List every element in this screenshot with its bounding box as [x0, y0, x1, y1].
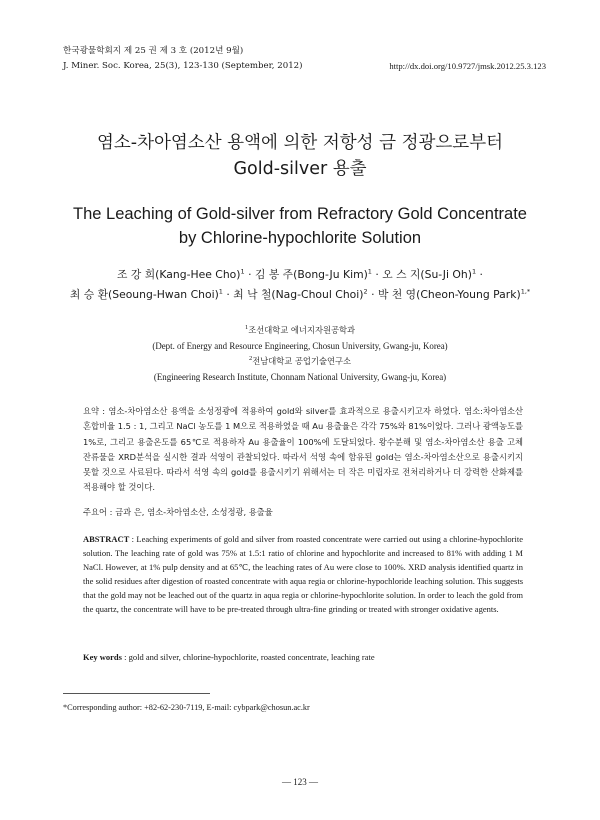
english-keywords [83, 650, 523, 664]
author-name: 최 승 환(Seoung-Hwan Choi) [69, 288, 219, 301]
english-title-line-2: by Chlorine-hypochlorite Solution [178, 229, 422, 247]
author-affiliation-mark: 1 [218, 287, 223, 296]
doi-link[interactable]: http://dx.doi.org/10.9727/jmsk.2012.25.3.123 [389, 61, 546, 71]
author-affiliation-mark: 1 [367, 267, 372, 276]
keywords-text: : gold and silver, chlorine-hypochlorite, roasted concentrate, leaching rate [121, 652, 375, 662]
page-number: ― 123 ― [282, 777, 318, 787]
author-separator: · [244, 268, 255, 281]
abstract-text: : Leaching experiments of gold and silver from roasted concentrate were carried out using a chlorine-hypochlorite solution. The leaching rate of gold was 75% at 1.5:1 ratio of chlorine and hypochlorite and increased to 81% with adding 1 M NaCl. However, at 1% pulp density and at 65℃, the leaching rates of Au were close to 100%. XRD analysis identified quartz in the solid residues after digestion of roasted concentrate with aqua regia or chlorine-hypochloride leaching solution. This suggests that the gold may not be leached out of the quartz in aqua regia or chlorine-hypochlorite solution. In order to leach the gold from the quartz, the concentrate will have to be pre-treated through ultra-fine grinding or treated with stronger oxidative agents. [83, 534, 523, 615]
author-name: 최 낙 철(Nag-Choul Choi) [233, 288, 364, 301]
affiliation-2-english: (Engineering Research Institute, Chonnam National University, Gwang-ju, Korea) [153, 371, 447, 382]
corresponding-author-footnote: *Corresponding author: +82-62-230-7119, E-mail: cybpark@chosun.ac.kr [63, 703, 310, 712]
journal-citation-korean: 한국광물학회지 제 25 권 제 3 호 (2012년 9월) [63, 46, 244, 56]
footnote-divider [63, 693, 210, 694]
author-affiliation-mark: 1 [240, 267, 245, 276]
english-title [0, 202, 600, 250]
english-abstract [83, 532, 523, 617]
author-line-1 [0, 265, 600, 285]
korean-title [0, 130, 600, 182]
author-affiliation-mark: 2 [363, 287, 368, 296]
author-affiliation-mark: 1,* [520, 287, 531, 296]
english-title-line-1: The Leaching of Gold-silver from Refractory Gold Concentrate [73, 205, 527, 223]
author-name: 김 봉 주(Bong-Ju Kim) [254, 268, 368, 281]
korean-keywords: 주요어 : 금과 은, 염소-차아염소산, 소성정광, 용출율 [83, 507, 273, 517]
abstract-label: ABSTRACT [83, 534, 130, 544]
korean-abstract: 요약 : 염소-차아염소산 용액을 소성정광에 적용하여 gold와 silver를 효과적으로 용출시키고자 하였다. 염소:차아염소산 혼합비율 1.5 : 1, 그리고 NaCl 농도를 1 M으로 적용하였을 때 Au 용출율은 각각 75%와 81%이었다. 그러나 광액농도를 1%로, 그리고 용출온도를 65℃로 적용하자 Au 용출율이 100%에 도달되었다. 왕수분해 및 염소-차아염소산 용출 고체 잔류물을 XRD분석을 실시한 결과 석영이 관찰되었다. 따라서 석영 속에 함유된 gold는 염소-차아염소산으로 용출시키지 못할 것으로 사료된다. 따라서 석영 속의 gold를 용출시키기 위해서는 더 작은 미립자로 전처리하거나 더 강력한 산화제를 적용해야 할 것이다. [83, 406, 523, 493]
korean-title-line-2: Gold-silver 용출 [233, 159, 367, 179]
author-separator: · [371, 268, 383, 281]
journal-header [63, 44, 302, 74]
author-name: 박 천 영(Cheon-Young Park) [377, 288, 521, 301]
keywords-label: Key words [83, 652, 122, 662]
author-list [0, 265, 600, 305]
affiliation-2-korean: $^2$전남대학교 공업기술연구소 [248, 355, 352, 366]
author-line-2 [0, 285, 600, 305]
author-separator: · [476, 268, 483, 281]
affiliation-mark: 2 [248, 355, 253, 363]
author-affiliation-mark: 1 [471, 267, 477, 276]
affiliation-1-korean: $^1$조선대학교 에너지자원공학과 [244, 324, 356, 335]
author-separator: · [222, 288, 234, 301]
journal-citation-english: J. Miner. Soc. Korea, 25(3), 123-130 (September, 2012) [63, 61, 303, 71]
affiliations [0, 323, 600, 385]
korean-title-line-1: 염소-차아염소산 용액에 의한 저항성 금 정광으로부터 [96, 133, 504, 153]
affiliation-mark: 1 [244, 324, 249, 332]
author-separator: · [367, 288, 378, 301]
author-name: 오 스 지(Su-Ji Oh) [382, 268, 472, 281]
affiliation-1-english: (Dept. of Energy and Resource Engineering, Chosun University, Gwang-ju, Korea) [152, 340, 448, 351]
author-name: 조 강 희(Kang-Hee Cho) [117, 268, 241, 281]
